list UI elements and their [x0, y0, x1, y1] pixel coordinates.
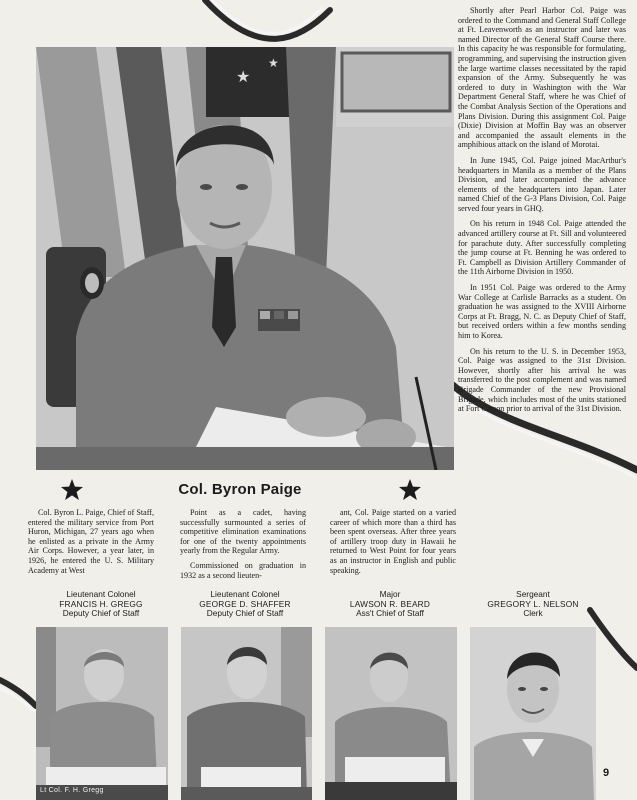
staff-title: Deputy Chief of Staff [62, 608, 140, 619]
svg-text:★: ★ [268, 56, 279, 70]
paragraph: On his return to the U. S. in December 1953, Col. Paige was assigned to the 31st Division. However, shortly after his arrival he was transferred to the post complement and was named Brigade Commander of the new Provisional Brigade, which includes most of the units stationed at Fort Carson prior to arrival of the 31st Division. [458, 346, 626, 414]
staff-rank: Major [379, 589, 401, 599]
svg-text:★: ★ [236, 69, 251, 86]
page-title: Col. Byron Paige [178, 481, 302, 498]
bio-column-2 [180, 508, 306, 585]
paragraph: Point as a cadet, having successfully surmounted a series of competitive elimination examinations for one of the twenty appointments yearly from the Regular Army. [180, 508, 306, 556]
paragraph: In 1951 Col. Paige was ordered to the Army War College at Carlisle Barracks as a student. On graduation he was assigned to the XVIII Airborne Corps at Ft. Bragg, N. C. as Deputy Chief of Staff, but received orders within a few months sending him to Korea. [458, 283, 626, 340]
staff-rank: Lieutenant Colonel [66, 589, 136, 599]
star-icon [398, 478, 422, 502]
staff-title: Deputy Chief of Staff [206, 608, 284, 619]
paragraph: Commissioned on graduation in 1932 as a second lieuten- [180, 560, 306, 580]
officer-portrait-illustration [36, 47, 454, 470]
star-icon [60, 478, 84, 502]
main-portrait-photo [36, 47, 454, 470]
staff-title: Ass't Chief of Staff [356, 608, 424, 619]
staff-rank: Sergeant [516, 589, 550, 599]
staff-caption [180, 590, 310, 619]
bio-column-3 [330, 508, 456, 580]
staff-caption [468, 590, 598, 619]
staff-rank: Lieutenant Colonel [210, 589, 280, 599]
paragraph: ant, Col. Paige started on a varied career of which more than a third has been spent overseas. After three years of artillery troop duty in Hawaii he returned to West Point for four years as an instructor in English and public speaking. [330, 508, 456, 575]
staff-photo-beard [325, 627, 457, 800]
staff-photo-gregg [36, 627, 168, 800]
paragraph: In June 1945, Col. Paige joined MacArthur's headquarters in Manila as a member of the Plans Division, and later accompanied the advance elements of the headquarters into Japan. Later named Chief of the G-3 Plans Division, Col. Paige served four years in GHQ. [458, 155, 626, 213]
staff-name: GREGORY L. NELSON [487, 598, 579, 609]
staff-name: LAWSON R. BEARD [349, 598, 431, 609]
staff-caption [36, 590, 166, 619]
paragraph: On his return in 1948 Col. Paige attended the advanced artillery course at Ft. Sill and volunteered for parachute duty. After successfully completing the jump course at Ft. Benning he was ordered to Ft. Campbell as Division Artillery Commander of the 11th Airborne Division in 1950. [458, 219, 626, 277]
page-number: 9 [603, 767, 610, 779]
bio-column-1 [28, 508, 154, 580]
staff-photo-shaffer [181, 627, 312, 800]
photo-name-plate: Lt Col. F. H. Gregg [40, 787, 104, 794]
staff-title: Clerk [523, 608, 543, 619]
paragraph: Shortly after Pearl Harbor Col. Paige was ordered to the Command and General Staff College at Ft. Leavenworth as an instructor and later was named Director of the General Staff Course there. In this capacity he was responsible for formulating, programming, and supervising the instruction given the large wartime classes necessitated by the rapid expansion of the Army. Subsequently he was ordered to duty in Washington with the War Department General Staff, where he was Chief of the Combat Analysis Section of the Operations and Plans Division. During this assignment Col. Paige (Dixie) Division at Moffin Bay was an observer and accompanied the assault elements in the amphibious attack on the island of Morotai. [458, 6, 626, 150]
right-column-text [458, 6, 626, 420]
staff-name: GEORGE D. SHAFFER [199, 598, 291, 609]
paragraph: Col. Byron L. Paige, Chief of Staff, entered the military service from Port Huron, Michigan, 27 years ago when he enlisted as a private in the Army Air Corps. However, a year later, in 1926, he entered the U. S. Military Academy at West [28, 508, 154, 575]
staff-caption [325, 590, 455, 619]
staff-photo-nelson [470, 627, 596, 800]
staff-name: FRANCIS H. GREGG [59, 598, 143, 609]
